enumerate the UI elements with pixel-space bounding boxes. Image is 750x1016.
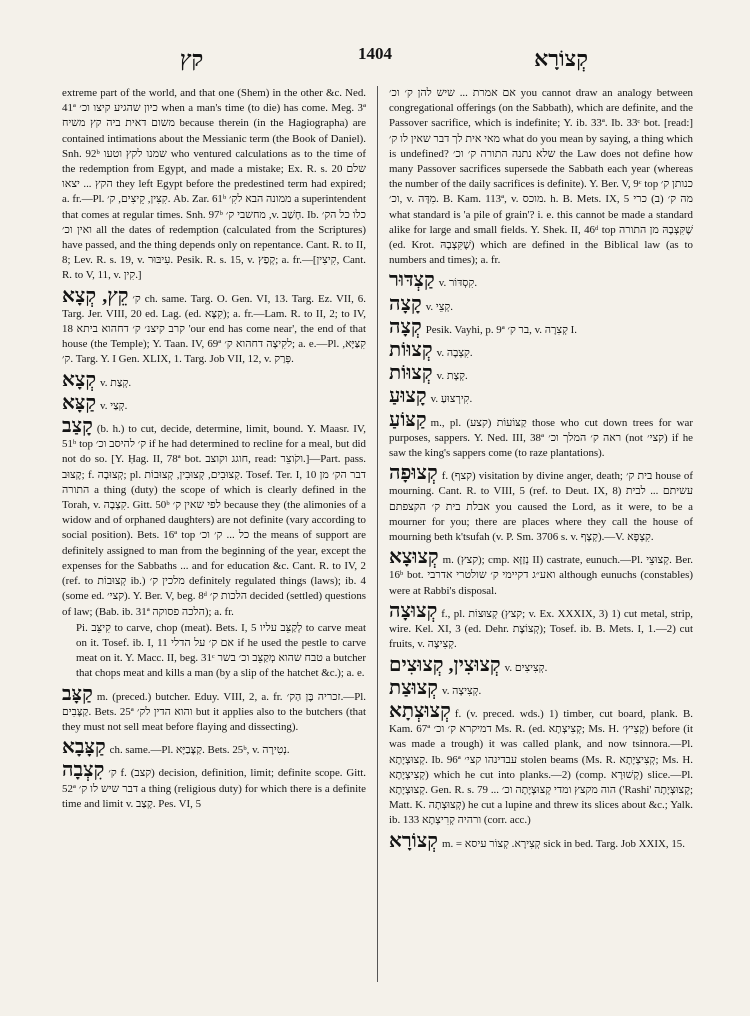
entry-definition: m. (preced.) butcher. Eduy. VIII, 2, a. fr. זכריה בֶּן הַק׳.—Pl. קַצָּבִים. Bets. 25ª והוא הדין לק׳ but it applies also to the butchers (that they must not sell meat before flaying and dissecting). — [62, 690, 366, 733]
dictionary-entry — [389, 270, 693, 291]
entry-headword: קָצָה — [389, 292, 422, 315]
entry-definition: v. קְצֵי. — [425, 300, 453, 313]
entry-headword: קָצַב — [62, 415, 93, 438]
entry-headword: קִצְבָה — [62, 759, 105, 782]
entry-definition: f. (v. preced. wds.) 1) timber, cut board, plank. B. Kam. 67ª דמיקרא ק׳ וכ׳ Ms. R. (ed. קְצִיצְתָא; Ms. H. קְצִיץ׳) before (it was made a trough) it was called plank, and now tsinnora.—Pl. קְצוּצְיָתָא. Ib. 96ª עבדינהו קצי׳ stolen beams (Ms. R. קְצִיצְיָתָא; Ms. H. קְצִיצְיָתָא) which he cut into planks.—2) (comp. קְשׁוּרָא) slice.—Pl. קְצוּצְיָתָא. Gen. R. s. 79 ... הוה מקצץ ומדי קְצוּצְיָתָה וכ׳ ('Rashi' קְצוּצְיָתָה; Matt. K. קְצוּצְתָה) he cut a lupine and threw its slices about &c.; Yalk. ib. 133 ורהיה קְרִיצְתָא (corr. acc.) — [389, 707, 693, 827]
dictionary-entry — [389, 678, 693, 699]
header-left-word: קץ — [180, 46, 204, 71]
entry-definition: m. (קצץ); cmp. נְזַזָּא II) castrate, eunuch.—Pl. קְצוּצֵי. Ber. 16ᵇ bot. ואע״ג דקיימי ק׳ שולטרי אדרבי although eunuchs (constables) were at Rabbi's disposal. — [389, 554, 693, 597]
entry-definition: f., pl. קְצוּצוֹת (קצץ; v. Ex. XXXIX, 3) 1) cut metal, strip, wire. Kel. XI, 3 (ed. Dehr. קְצוֹצֶת); Tosef. ib. B. Mets. I, 1.—2) cut fruits, v. קְצִיצָה. — [389, 607, 693, 651]
dictionary-entry — [389, 317, 693, 338]
entry-headword: קָצוּעַ — [389, 385, 427, 408]
entry-headword: קְצוּוֹת — [389, 362, 433, 385]
entry-headword: קְצוּוֹת — [389, 339, 433, 362]
dictionary-entry — [389, 547, 693, 599]
entry-definition: v. קִירְצוּעַ. — [430, 393, 473, 406]
dictionary-entry — [389, 601, 693, 653]
entry-headword: קְצוֹרָא — [389, 829, 438, 852]
dictionary-entry — [62, 684, 366, 736]
dictionary-entry — [62, 393, 366, 414]
entry-definition: ch. same.—Pl. קַצָּבַיָּא. Bets. 25ᵇ, v. נְטִירָה. — [109, 744, 290, 757]
left-column — [62, 86, 366, 991]
entry-headword: קַצָּבָא — [62, 736, 106, 759]
dictionary-entry — [389, 294, 693, 315]
page-header — [40, 40, 710, 70]
entry-definition: v. קְצַי. — [100, 399, 128, 412]
entry-definition: m., pl. קַצּוֹעוֹת (קצע) those who cut down trees for war purposes, sappers. Y. Ned. III, 38ª ראה ק׳ המלך וכ׳ (not קצי׳) if he saw the king's sappers come (to raze plantations). — [389, 416, 693, 460]
entry-continuation: Pi. קִיצֵּב to carve, chop (meat). Bets. I, 5 לְקַצֵּב עליו to carve meat on it. Tosef. ib. I, 11 אם ק׳ על הדלי if he used the pestle to carve meat on it. Y. Macc. II, beg. 31ᶜ טבח שהוא מְקַצֵּב וכ׳ בשר a butcher that chops meat and kills a man (by a slip of the hatchet &c.); a. e. — [76, 621, 366, 680]
entry-headword: קְצוּצִין, קְצוּצִים — [389, 653, 501, 676]
header-right-word: קְצוֹרָא — [534, 46, 588, 71]
dictionary-entry — [389, 463, 693, 545]
entry-headword: קְצוּצְתָא — [389, 699, 451, 722]
dictionary-entry — [389, 386, 693, 407]
entry-headword: קְצוּפָה — [389, 462, 438, 485]
entry-definition: v. קְצִיצִים. — [504, 661, 548, 674]
entry-definition: ק׳ ch. same. Targ. O. Gen. VI, 13. Targ. Ez. VII, 6. Targ. Jer. VIII, 20 ed. Lag. (ed. קִצָּא); a. fr.—Lam. R. to II, 2; to IV, 18 קרב קיצנ׳ ק׳ דחהוא ביתא 'our end has come near', the end of that house (the Temple); Y. Taan. IV, 69ª לקִיצָה דחהוא ק׳; a. e.—Pl. קִצַּיָּא, ק׳. Targ. Y. I Gen. XLIX, 1. Targ. Job VII, 12, v. פְּרַק. — [62, 292, 366, 366]
entry-headword: קַצָּא — [62, 391, 97, 414]
entry-definition: v. קְצַת. — [100, 376, 132, 389]
entry-definition: (b. h.) to cut, decide, determine, limit, bound. Y. Maasr. IV, 51ᵇ top ק׳ להיסב וכ׳ if he had determined to recline for a meal, but did not do so. [Y. Ḥag. II, 78ª bot. חוגג וקוצב, read: וקֹוצֵר.]—Part. pass. קָצוּב; f. קְצוּבָה; pl. קְצוּבִים, קְצוּבִין, קְצוּבוֹת. Tosef. Ter. I, 10 דבר הק׳ מן התורה a thing (duty) the scope of which is clearly defined in the Torah, v. קִצְבָה. Gitt. 50ᵇ לפי שאין ק׳ because they (the alimonies of a widow and of orphaned daughters) are not definite (vary according to social position). Bets. 16ª top כל ... ק׳ וכ׳ the means of support are definitely assigned to man from the beginning of the year, except the expenses for the Sabbaths ... and for education &c. Cant. R. to IV, 2 (ref. to קְצוּבוֹת ib.) מלכין ק׳ definitely regulated things (laws); ib. 4 (some ed. קצי׳). Y. Ber. V, beg. 8ᵈ הלכות ק׳ decided (settled) questions of law; (Bab. ib. 31ª הלכה פסוקה); a. fr. — [62, 423, 366, 618]
entry-headword: קְצָא — [62, 368, 97, 391]
right-column — [389, 86, 693, 991]
dictionary-entry — [62, 416, 366, 620]
entry-definition: m. = קְצִירָא. קְצוֹר עיסא sick in bed. Targ. Job XXIX, 15. — [441, 837, 685, 850]
entry-definition: f. (קצף) visitation by divine anger, death; בית ק׳ house of mourning. Cant. R. to VIII, 5 (ref. to Deut. IX, 8) עשיתם ... לבית אבלת בית ק׳ הקצפתם you caused the Lord, as it were, to be a mourner for you; there are places where they call the house of mourning beth k'tsufah (v. P. Sm. 3706 s. v. קְצָף).—V. קִצְפָּא. — [389, 470, 693, 544]
column-divider — [377, 86, 378, 982]
dictionary-entry — [389, 701, 693, 829]
dictionary-entry — [62, 286, 366, 368]
entry-continuation: אם אמרת ... שיש להן ק׳ וכ׳ you cannot draw an analogy between congregational offerings (on the Sabbath), which are definite, and the Passover sacrifice, which is indefinite; Y. ib. 33ª. Ib. 33ᶜ bot. [read:] מאי אית לך דבר שאין לו ק׳ what do you mean by saying, a thing which is undefined? שלא נתנה התורה ק׳ וכ׳ the Law does not define how many Passover sacrifices supersede the Sabbath each year (whereas the number of the daily sacrifices is definite). Y. Ber. V, 9ᶜ top כנותן ק׳ וכ׳, v. מִדָּה. B. Kam. 113ª, v. מוכס. h. B. Mets. IX, 5 מה ק׳ (ב) כרי what standard is 'a pile of grain'? i. e. this cannot be made a standard alike for large and small fields. Y. Shek. II, 46ᵈ top שֶׁקִּצְבָהּ מן התורה (ed. Krot. שֶׁקִּצְבָהּ) which are defined in the Biblical law (as to numbers and times); a. fr. — [389, 87, 693, 267]
page-number: 1404 — [358, 44, 392, 63]
entry-definition: ק׳ f. (קצב) decision, definition, limit; definite scope. Gitt. 52ª דבר שיש לו ק׳ a thing (religious duty) for which there is a definite time and limit v. קָצַב. Pes. VI, 5 — [62, 767, 366, 810]
entry-headword: קַצָּב — [62, 682, 93, 705]
entry-continuation: extreme part of the world, and that one (Shem) in the other &c. Ned. 41ª כיון שהגיע קיצו וכ׳ when a man's time (to die) has come. Meg. 3ª משום דאית ביה קץ משיח because therein (in the Hagiographa) are contained intimations about the Messianic term (the Book of Daniel). Snh. 92ᵇ שמנו לקץ וטעו who ventured calculations as to the time of the redemption from Egypt, and made a mistake; Ex. R. s. 20 שלם הקץ ... יצאו they left Egypt before the predestined term had expired; a. fr.—Pl. קִצִּין, קֵיצִים, ק׳. Ab. Zar. 61ᵇ ממונה הבא לקִ׳ a superintendent that comes at regular times. Snh. 97ᵇ מחשבי ק׳ ,v. חָשַׁב. Ib. כלו כל הק׳ ואין וכ׳ all the dates of redemption (calculated from the Scriptures) have passed, and the thing depends only on repentance. Cant. R. to II, 8; Lev. R. s. 19, v. עִיבּוּר. Pesik. R. s. 15, v. קְפַץ; a. fr.—[קִיצִין, Cant. R. to V, 11, v. קִין.] — [62, 87, 366, 282]
entry-headword: קֵץ, קְצָא — [62, 284, 129, 307]
entry-definition: v. קְצִיצָה. — [441, 684, 482, 697]
entry-headword: קְצָה — [389, 315, 422, 338]
dictionary-entry — [389, 831, 693, 852]
entry-definition: v. קִצְבָה. — [436, 347, 473, 360]
dictionary-entry — [389, 340, 693, 361]
entry-headword: קְצוּצָה — [389, 599, 438, 622]
dictionary-entry — [62, 737, 366, 758]
dictionary-entry — [389, 655, 693, 676]
entry-headword: קְצוּצָא — [389, 546, 439, 569]
dictionary-entry — [62, 760, 366, 812]
entry-headword: קַצְדּוּר — [389, 269, 435, 292]
dictionary-entry — [389, 363, 693, 384]
entry-headword: קַצּוֹעַ — [389, 408, 427, 431]
entry-headword: קְצוּצַת — [389, 676, 438, 699]
entry-definition: v. קִסְדּוֹר. — [438, 277, 478, 290]
entry-definition: v. קְצָת. — [436, 370, 468, 383]
entry-definition: Pesik. Vayhi, p. 9ª בר ק׳, v. קְצִרָה I. — [425, 323, 577, 336]
dictionary-entry — [389, 410, 693, 462]
dictionary-entry — [62, 370, 366, 391]
